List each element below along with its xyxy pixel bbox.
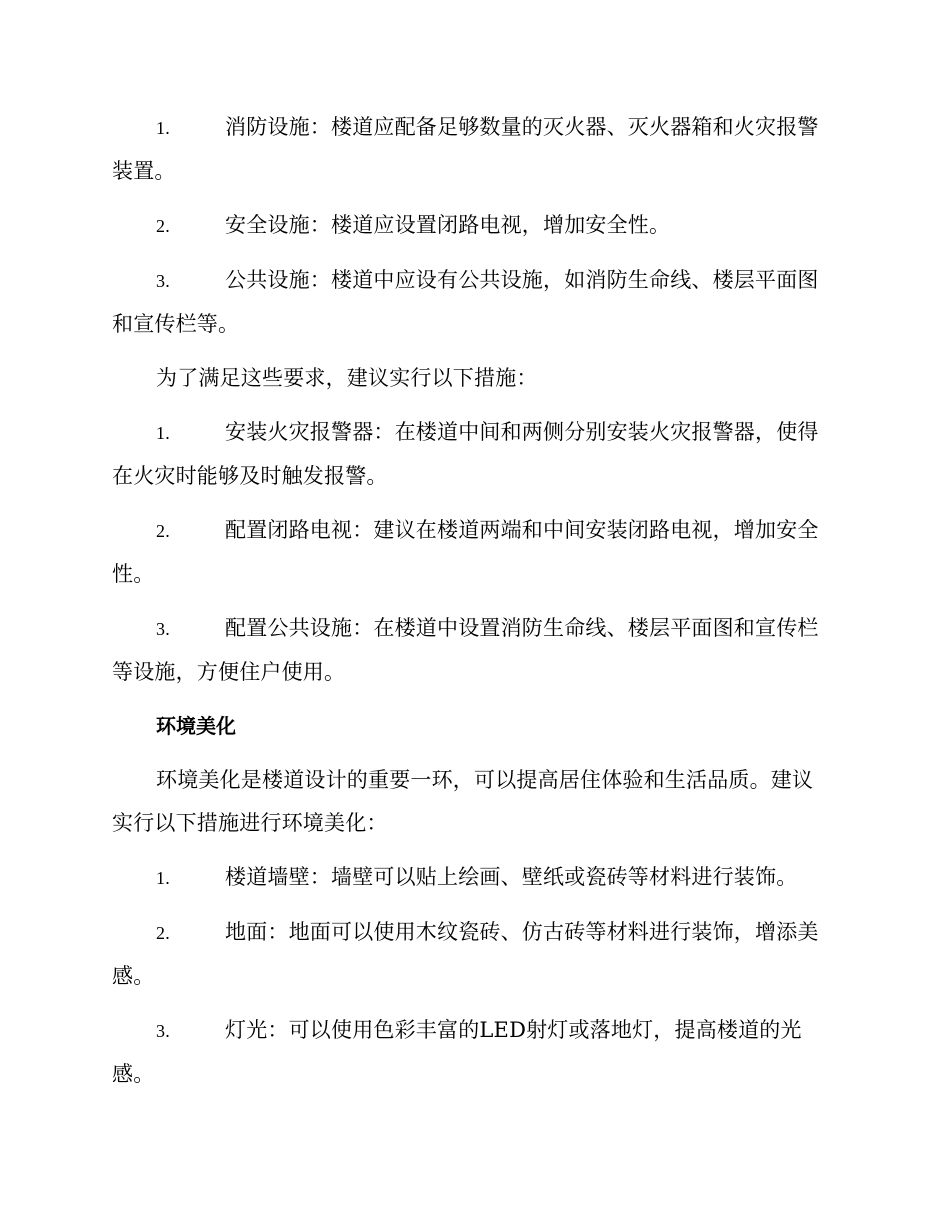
list-item-text: 公共设施：楼道中应设有公共设施，如消防生命线、楼层平面图和宣传栏等。: [112, 268, 819, 336]
section-paragraph: 环境美化是楼道设计的重要一环，可以提高居住体验和生活品质。建议实行以下措施进行环境美化：: [112, 768, 814, 835]
list-item-text: 地面：地面可以使用木纹瓷砖、仿古砖等材料进行装饰，增添美感。: [112, 920, 819, 988]
list-number: 1.: [156, 423, 170, 443]
list-item: [112, 911, 832, 998]
list-item-text: 消防设施：楼道应配备足够数量的灭火器、灭火器箱和火灾报警装置。: [112, 115, 819, 183]
list-number: 3.: [156, 619, 170, 639]
list-item: [112, 204, 832, 248]
list-item-text: 灯光：可以使用色彩丰富的LED射灯或落地灯，提高楼道的光感。: [112, 1018, 802, 1086]
list-item: [112, 509, 832, 596]
list-item-text: 配置闭路电视：建议在楼道两端和中间安装闭路电视，增加安全性。: [112, 518, 819, 586]
list-number: 3.: [156, 1021, 170, 1041]
list-item-text: 楼道墙壁：墙壁可以贴上绘画、壁纸或瓷砖等材料进行装饰。: [225, 865, 798, 889]
list-number: 2.: [156, 923, 170, 943]
list-number: 2.: [156, 216, 170, 236]
list-number: 2.: [156, 521, 170, 541]
list-number: 1.: [156, 118, 170, 138]
list-item-text: 配置公共设施：在楼道中设置消防生命线、楼层平面图和宣传栏等设施，方便住户使用。: [112, 616, 819, 684]
intro-measures-paragraph: 为了满足这些要求，建议实行以下措施：: [156, 366, 538, 390]
list-item: [112, 607, 832, 694]
list-item: [112, 259, 832, 346]
list-item: [112, 411, 832, 498]
list-item: [112, 106, 832, 193]
document-page: [112, 106, 832, 1107]
list-number: 1.: [156, 868, 170, 888]
list-item: [112, 1009, 832, 1096]
list-item-text: 安全设施：楼道应设置闭路电视，增加安全性。: [225, 213, 671, 237]
list-number: 3.: [156, 271, 170, 291]
list-item: [112, 856, 832, 900]
list-item-text: 安装火灾报警器：在楼道中间和两侧分别安装火灾报警器，使得在火灾时能够及时触发报警。: [112, 420, 819, 488]
section-heading: 环境美化: [156, 714, 236, 738]
